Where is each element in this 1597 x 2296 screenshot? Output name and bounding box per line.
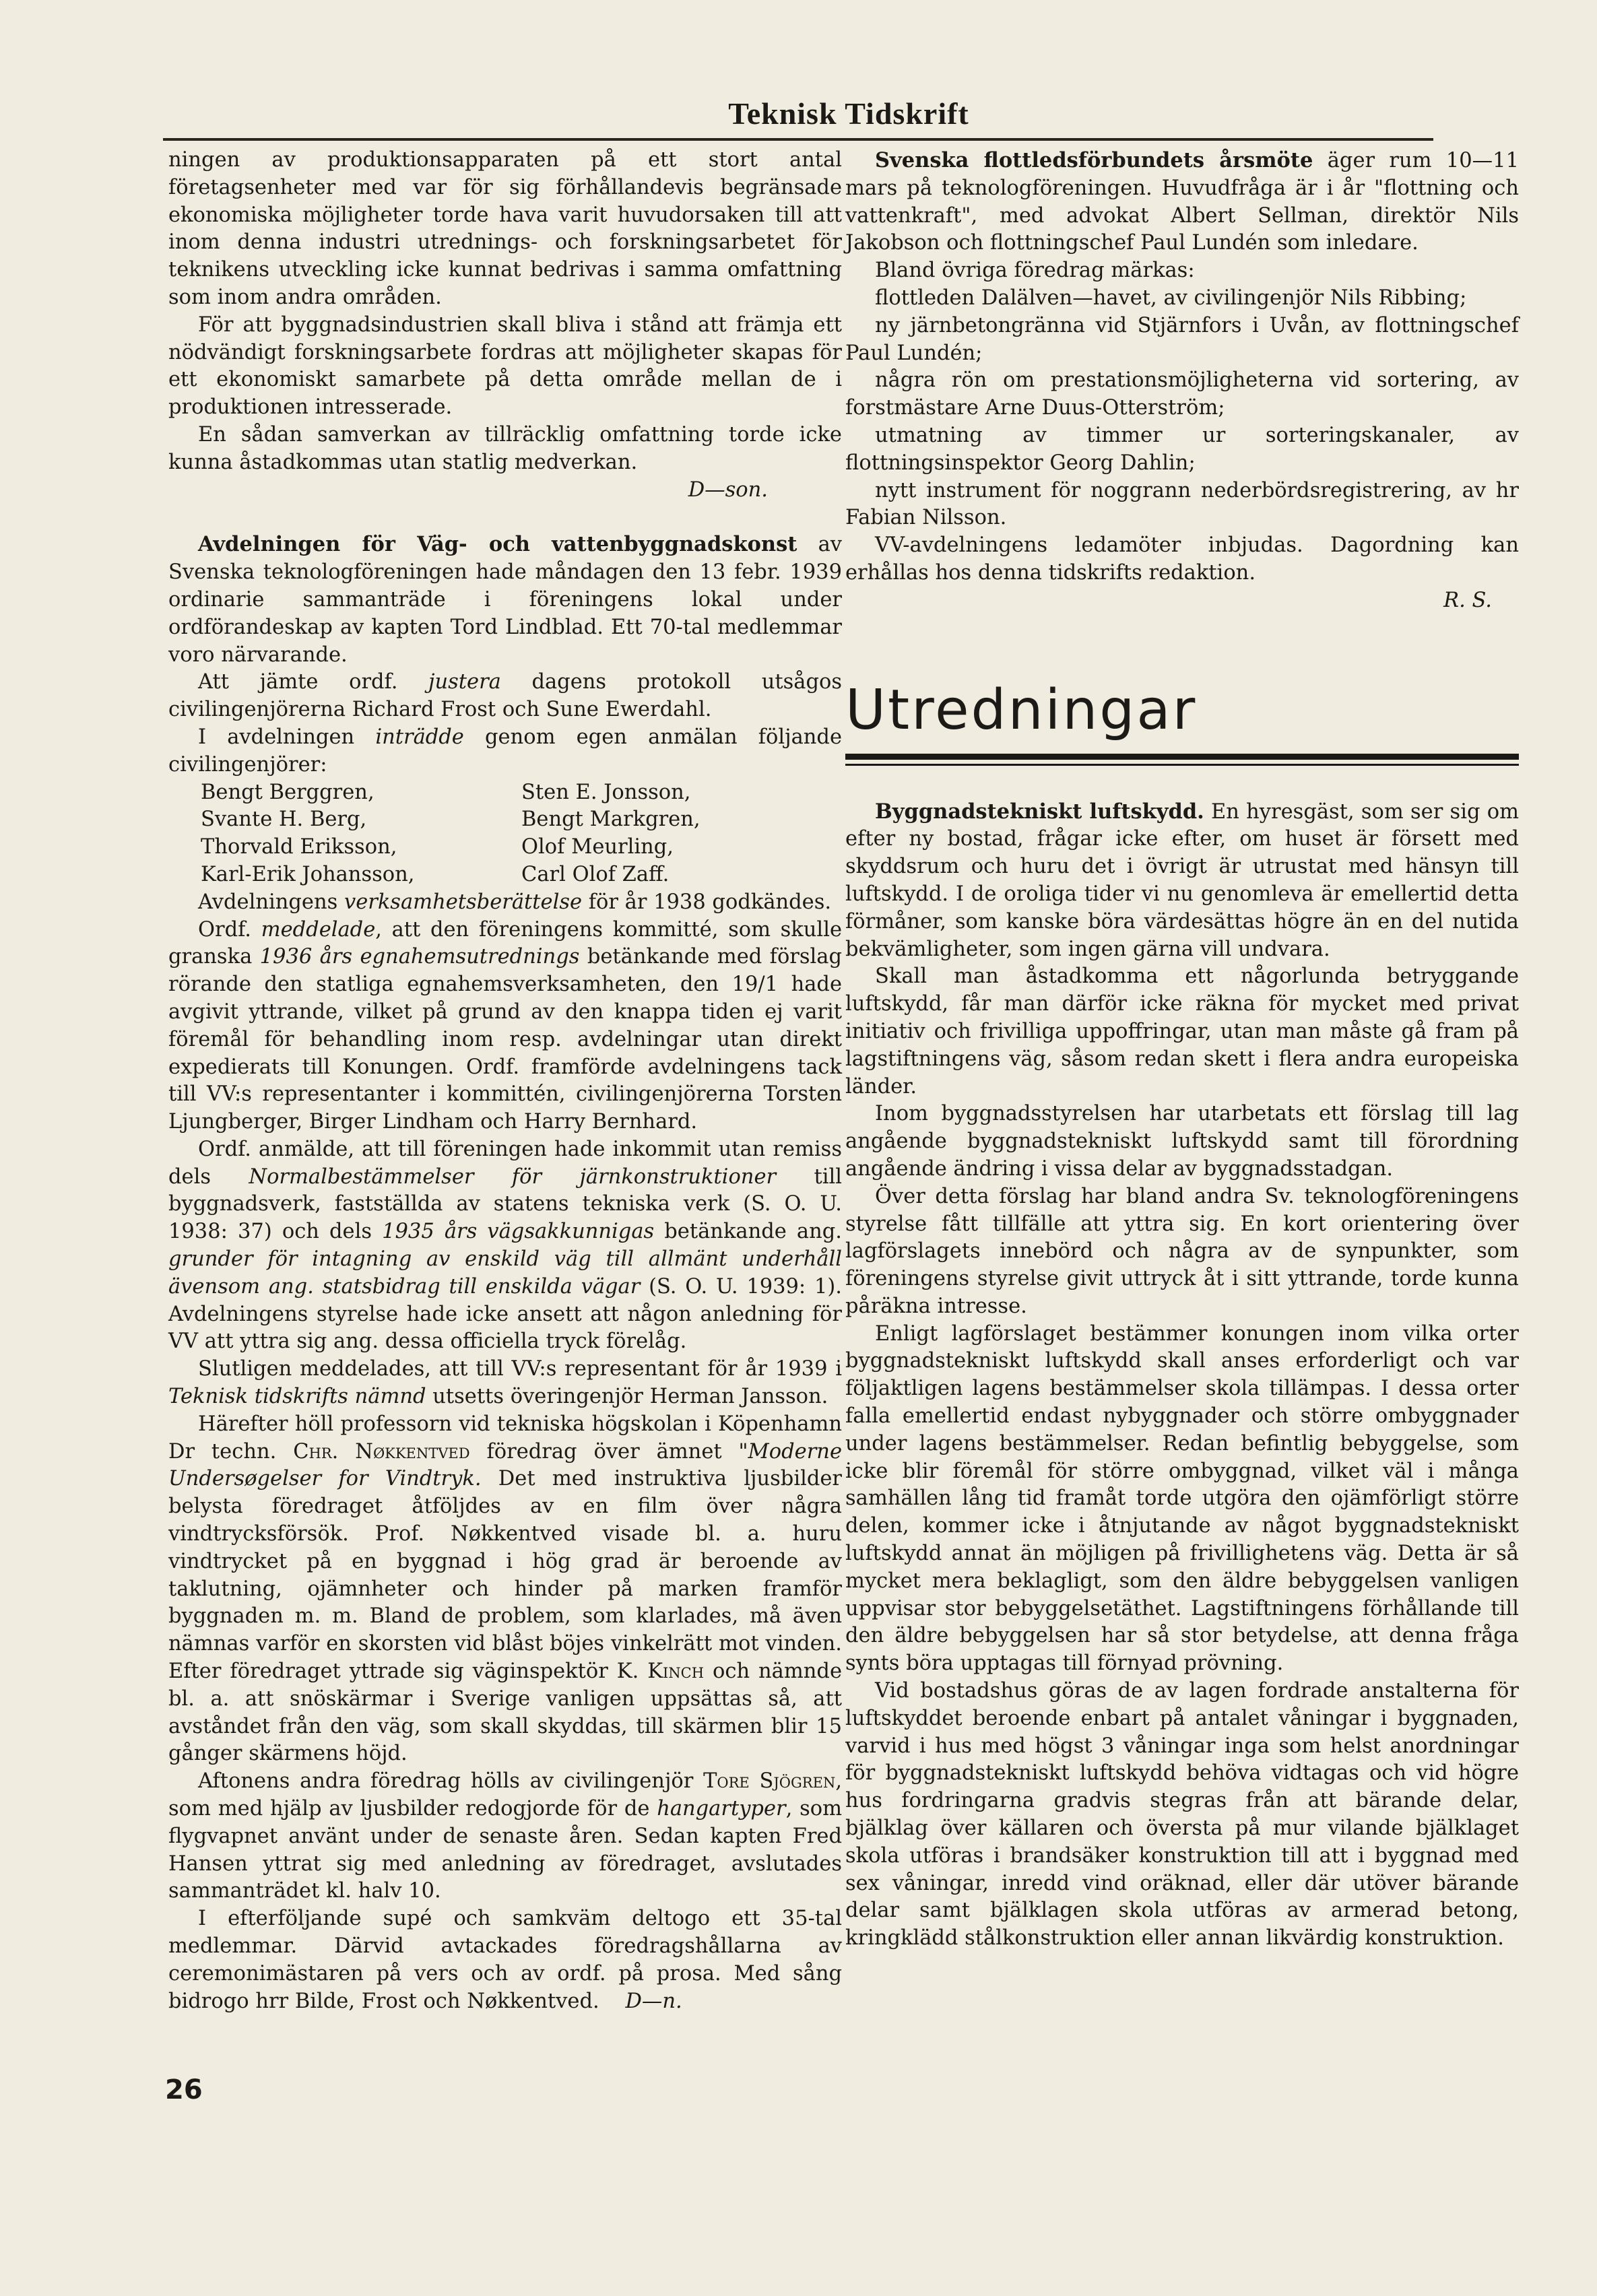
list-item <box>201 806 842 834</box>
member-name: Thorvald Eriksson, <box>201 835 397 859</box>
paragraph: Bland övriga föredrag märkas: <box>875 259 1195 283</box>
text: I avdelningen <box>198 725 376 749</box>
section-title: Utredningar <box>845 678 1198 742</box>
list-item <box>201 779 842 807</box>
paragraph: ny järnbetongränna vid Stjärnfors i Uvån, av flottningschef Paul Lundén; <box>845 313 1519 365</box>
paragraph <box>168 889 842 917</box>
text: och nämnde bl. a. att snöskärmar i Sverige vanligen uppsättas så, att avståndet från den väg, som skall skyddas, till skärmen blir 15 gånger skärmens höjd. <box>168 1660 842 1766</box>
text: för år 1938 godkändes. <box>582 890 832 914</box>
text: betänkande ang. <box>654 1220 842 1244</box>
article-lead: Avdelningen för Väg- och vattenbyggnadskonst <box>198 532 797 557</box>
article-lead: Svenska flottledsförbundets årsmöte <box>875 148 1313 172</box>
page-number: 26 <box>165 2074 203 2105</box>
section-rule <box>845 764 1519 766</box>
paragraph <box>845 147 1519 257</box>
member-name: Olof Meurling, <box>521 835 674 859</box>
paragraph: VV-avdelningens ledamöter inbjudas. Dagordning kan erhållas hos denna tidskrifts redaktion. <box>845 533 1519 585</box>
text: dagens protokoll utsågos civilingenjörerna Richard Frost och Sune Ewerdahl. <box>168 670 842 722</box>
paragraph: Enligt lagförslaget bestämmer konungen inom vilka orter byggnadstekniskt luftskydd skall anses erforderligt och var följaktligen lagens bestämmelser skola tillämpas. I dessa orter falla emellertid endast nybyggnader och större ombyggnader under lagens bestämmelser. Redan befintlig bebyggelse, som icke blir föremål för större ombyggnad, vilket väl i många samhällen lång tid framåt torde utgöra den ojämförligt större delen, kommer icke i åtnjutande av något byggnadstekniskt luftskydd annat än möjligen på frivillighetens väg. Detta är så mycket mera beklagligt, som den äldre bebyggelsen vanligen uppvisar stor bebyggelsetäthet. Lagstiftningens förhållande till den äldre bebyggelsen har så stor betydelse, att denna fråga synts böra upptagas till förnyad prövning. <box>845 1321 1519 1676</box>
paragraph: nytt instrument för noggrann nederbördsregistrering, av hr Fabian Nilsson. <box>845 478 1519 530</box>
member-name: Bengt Berggren, <box>201 780 374 804</box>
paragraph: En sådan samverkan av tillräcklig omfattning torde icke kunna åstadkommas utan statlig medverkan. <box>168 422 842 474</box>
paragraph: utmatning av timmer ur sorteringskanaler, av flottningsinspektor Georg Dahlin; <box>845 423 1519 475</box>
paragraph <box>168 669 842 724</box>
text: av Svenska teknologföreningen hade måndagen den 13 febr. 1939 ordinarie sammanträde i föreningens lokal under ordförandeskap av kapten Tord Lindblad. Ett 70-tal medlemmar voro närvarande. <box>168 533 842 667</box>
member-name: Karl-Erik Johansson, <box>201 862 415 886</box>
paragraph: Vid bostadshus göras de av lagen fordrade anstalterna för luftskyddet beroende enbart på antalet våningar i byggnaden, varvid i hus med högst 3 våningar inga som helst anordningar för byggnadstekniskt luftskydd behöva vidtagas och vid högre hus fordringarna gradvis stegras från att bärande delar, bjälklag över källaren och översta på mur vilande bjälklaget skola utföras i brandsäker konstruktion till att i byggnad med sex våningar, inredd vind oräknad, eller där utöver bärande delar samt bjälklagen skola utföras av armerad betong, kringklädd stålkonstruktion eller annan likvärdig konstruktion. <box>845 1679 1519 1950</box>
paragraph <box>168 1411 842 1768</box>
speaker-name: Tore Sjögren <box>703 1769 836 1794</box>
speaker-name: Chr. Nøkkentved <box>293 1439 470 1464</box>
article-lead: Byggnadstekniskt luftskydd. <box>875 799 1204 824</box>
paragraph <box>168 1136 842 1356</box>
text: (S. O. U. 1939: 1). Avdelningens styrelse hade icke ansett att någon anledning för VV att yttra sig ang. dessa officiella tryck förelåg. <box>168 1274 842 1354</box>
signature: R. S. <box>1443 588 1492 612</box>
text: utsetts överingenjör Herman Jansson. <box>426 1385 828 1409</box>
text: , som med hjälp av ljusbilder redogjorde för de <box>168 1769 843 1821</box>
paragraph <box>168 917 842 1136</box>
member-name: Svante H. Berg, <box>201 808 367 832</box>
text: genom egen anmälan följande civilingenjörer: <box>168 725 842 777</box>
text: betänkande med förslag rörande den statliga egnahemsverksamheten, den 19/1 hade avgivit yttrande, vilket på grund av den knappa tiden ej varit föremål för behandling inom resp. avdelningar utan direkt expedierats till Konungen. Ordf. framförde avdelningens tack till VV:s representanter i kommittén, civilingenjörerna Torsten Ljungberger, Birger Lindham och Harry Bernhard. <box>168 945 843 1134</box>
list-item <box>201 861 842 889</box>
italic-text: grunder för intagning av enskild väg till allmänt underhåll ävensom ang. statsbidrag till enskilda vägar <box>168 1247 842 1299</box>
paragraph: För att byggnadsindustrien skall bliva i stånd att främja ett nödvändigt forskningsarbete fordras att möjligheter skapas för ett ekonomiskt samarbete på detta område mellan de i produktionen intresserade. <box>168 313 842 420</box>
paragraph <box>168 724 842 779</box>
left-column <box>168 147 842 2015</box>
italic-text: 1936 års egnahemsutrednings <box>259 945 580 969</box>
text: Aftonens andra föredrag hölls av civilingenjör <box>198 1769 704 1794</box>
member-name: Carl Olof Zaff. <box>521 862 670 886</box>
text: En hyresgäst, som ser sig om efter ny bostad, frågar icke efter, om huset är försett med skyddsrum och huru det i övrigt är utrustat med hänsyn till luftskydd. I de oroliga tider vi nu genomleva är emellertid detta förmåner, som kanske böra värdesättas högre än en del nutida bekvämligheter, som ingen gärna vill undvara. <box>845 799 1519 961</box>
paragraph <box>168 1356 842 1411</box>
text: föredrag över ämnet <box>469 1439 739 1464</box>
text: Avdelningens <box>198 890 344 914</box>
italic-text: "Moderne Undersøgelser for Vindtryk. <box>168 1439 842 1491</box>
paragraph <box>168 531 842 669</box>
text: till byggnadsverk, fastställda av statens tekniska verk (S. O. U. 1938: 37) och dels <box>168 1165 842 1244</box>
italic-text: Normalbestämmelser för järnkonstruktioner <box>249 1165 777 1189</box>
italic-text: hangartyper <box>657 1797 786 1821</box>
text: , som flygvapnet använt under de senaste åren. Sedan kapten Fred Hansen yttrat sig med anledning av föredraget, avslutades sammanträdet kl. halv 10. <box>168 1797 843 1903</box>
text: , att den föreningens kommitté, som skulle granska <box>168 917 842 969</box>
text: Ordf. anmälde, att till föreningen hade inkommit utan remiss dels <box>168 1137 842 1189</box>
speaker-name: Kinch <box>647 1660 705 1684</box>
text: I efterföljande supé och samkväm deltogo ett 35-tal medlemmar. Därvid avtackades föredragshållarna av ceremonimästaren på vers och av ordf. på prosa. Med sång bidrogo hrr Bilde, Frost och Nøkkentved. <box>168 1907 842 2013</box>
text: Härefter höll professorn vid tekniska högskolan i Köpenhamn Dr techn. <box>168 1412 842 1464</box>
paragraph <box>845 798 1519 964</box>
member-name: Bengt Markgren, <box>521 808 700 832</box>
paragraph: Inom byggnadsstyrelsen har utarbetats ett förslag till lag angående byggnadstekniskt luftskydd samt till förordning angående ändring i vissa delar av byggnadsstadgan. <box>845 1102 1519 1181</box>
running-title: Teknisk Tidskrift <box>728 96 969 131</box>
paragraph <box>168 1905 842 2015</box>
paragraph: Över detta förslag har bland andra Sv. teknologföreningens styrelse fått tillfälle att yttra sig. En kort orientering över lagförslagets innebörd och några av de synpunkter, som föreningens styrelse givit uttryck åt i sitt yttrande, torde kunna påräkna intresse. <box>845 1184 1519 1318</box>
member-name: Sten E. Jonsson, <box>521 780 691 804</box>
italic-text: justera <box>428 670 501 694</box>
text: Det med instruktiva ljusbilder belysta föredraget åtföljdes av en film över några vindtrycksförsök. Prof. Nøkkentved visade bl. a. huru vindtrycket på en byggnad i hög grad är beroende av taklutning, ojämnheter och hinder på marken framför byggnaden m. m. Bland de problem, som klarlades, må även nämnas varför en skorsten vid blåst böjes vinkelrätt mot vinden. Efter föredraget yttrade sig väginspektör K. <box>168 1467 842 1684</box>
signature: D—n. <box>625 1989 682 2013</box>
paragraph: flottleden Dalälven—havet, av civilingenjör Nils Ribbing; <box>875 286 1467 310</box>
text: äger rum 10—11 mars på teknologföreningen. Huvudfråga är i år "flottning och vattenkraft", med advokat Albert Sellman, direktör Nils Jakobson och flottningschef Paul Lundén som inledare. <box>845 149 1519 255</box>
paragraph: ningen av produktionsapparaten på ett stort antal företagsenheter med var för sig förhållandevis begränsade ekonomiska möjligheter torde hava varit huvudorsaken till att inom denna industri utrednings- och forskningsarbetet för teknikens utveckling icke kunnat bedrivas i samma omfattning som inom andra områden. <box>168 148 842 309</box>
header-rule <box>163 138 1433 141</box>
paragraph: Skall man åstadkomma ett någorlunda betryggande luftskydd, får man därför icke räkna för mycket med privat initiativ och frivilliga uppoffringar, utan man måste gå fram på lagstiftningens väg, såsom redan skett i flera andra europeiska länder. <box>845 964 1519 1098</box>
italic-text: verksamhetsberättelse <box>344 890 583 914</box>
member-list <box>201 779 842 889</box>
italic-text: Teknisk tidskrifts nämnd <box>168 1385 426 1409</box>
right-column <box>845 147 1519 1953</box>
italic-text: meddelade <box>261 917 376 942</box>
section-rule <box>845 754 1519 760</box>
text: Att jämte ordf. <box>198 670 429 694</box>
list-item <box>201 834 842 861</box>
paragraph <box>168 1768 842 1905</box>
signature: D—son. <box>688 478 768 502</box>
text: Ordf. <box>198 917 261 942</box>
italic-text: inträdde <box>375 725 464 749</box>
paragraph: några rön om prestationsmöjligheterna vid sortering, av forstmästare Arne Duus-Otterström; <box>845 368 1519 420</box>
text: Slutligen meddelades, att till VV:s representant för år 1939 i <box>198 1357 842 1381</box>
italic-text: 1935 års vägsakkunnigas <box>382 1220 655 1244</box>
